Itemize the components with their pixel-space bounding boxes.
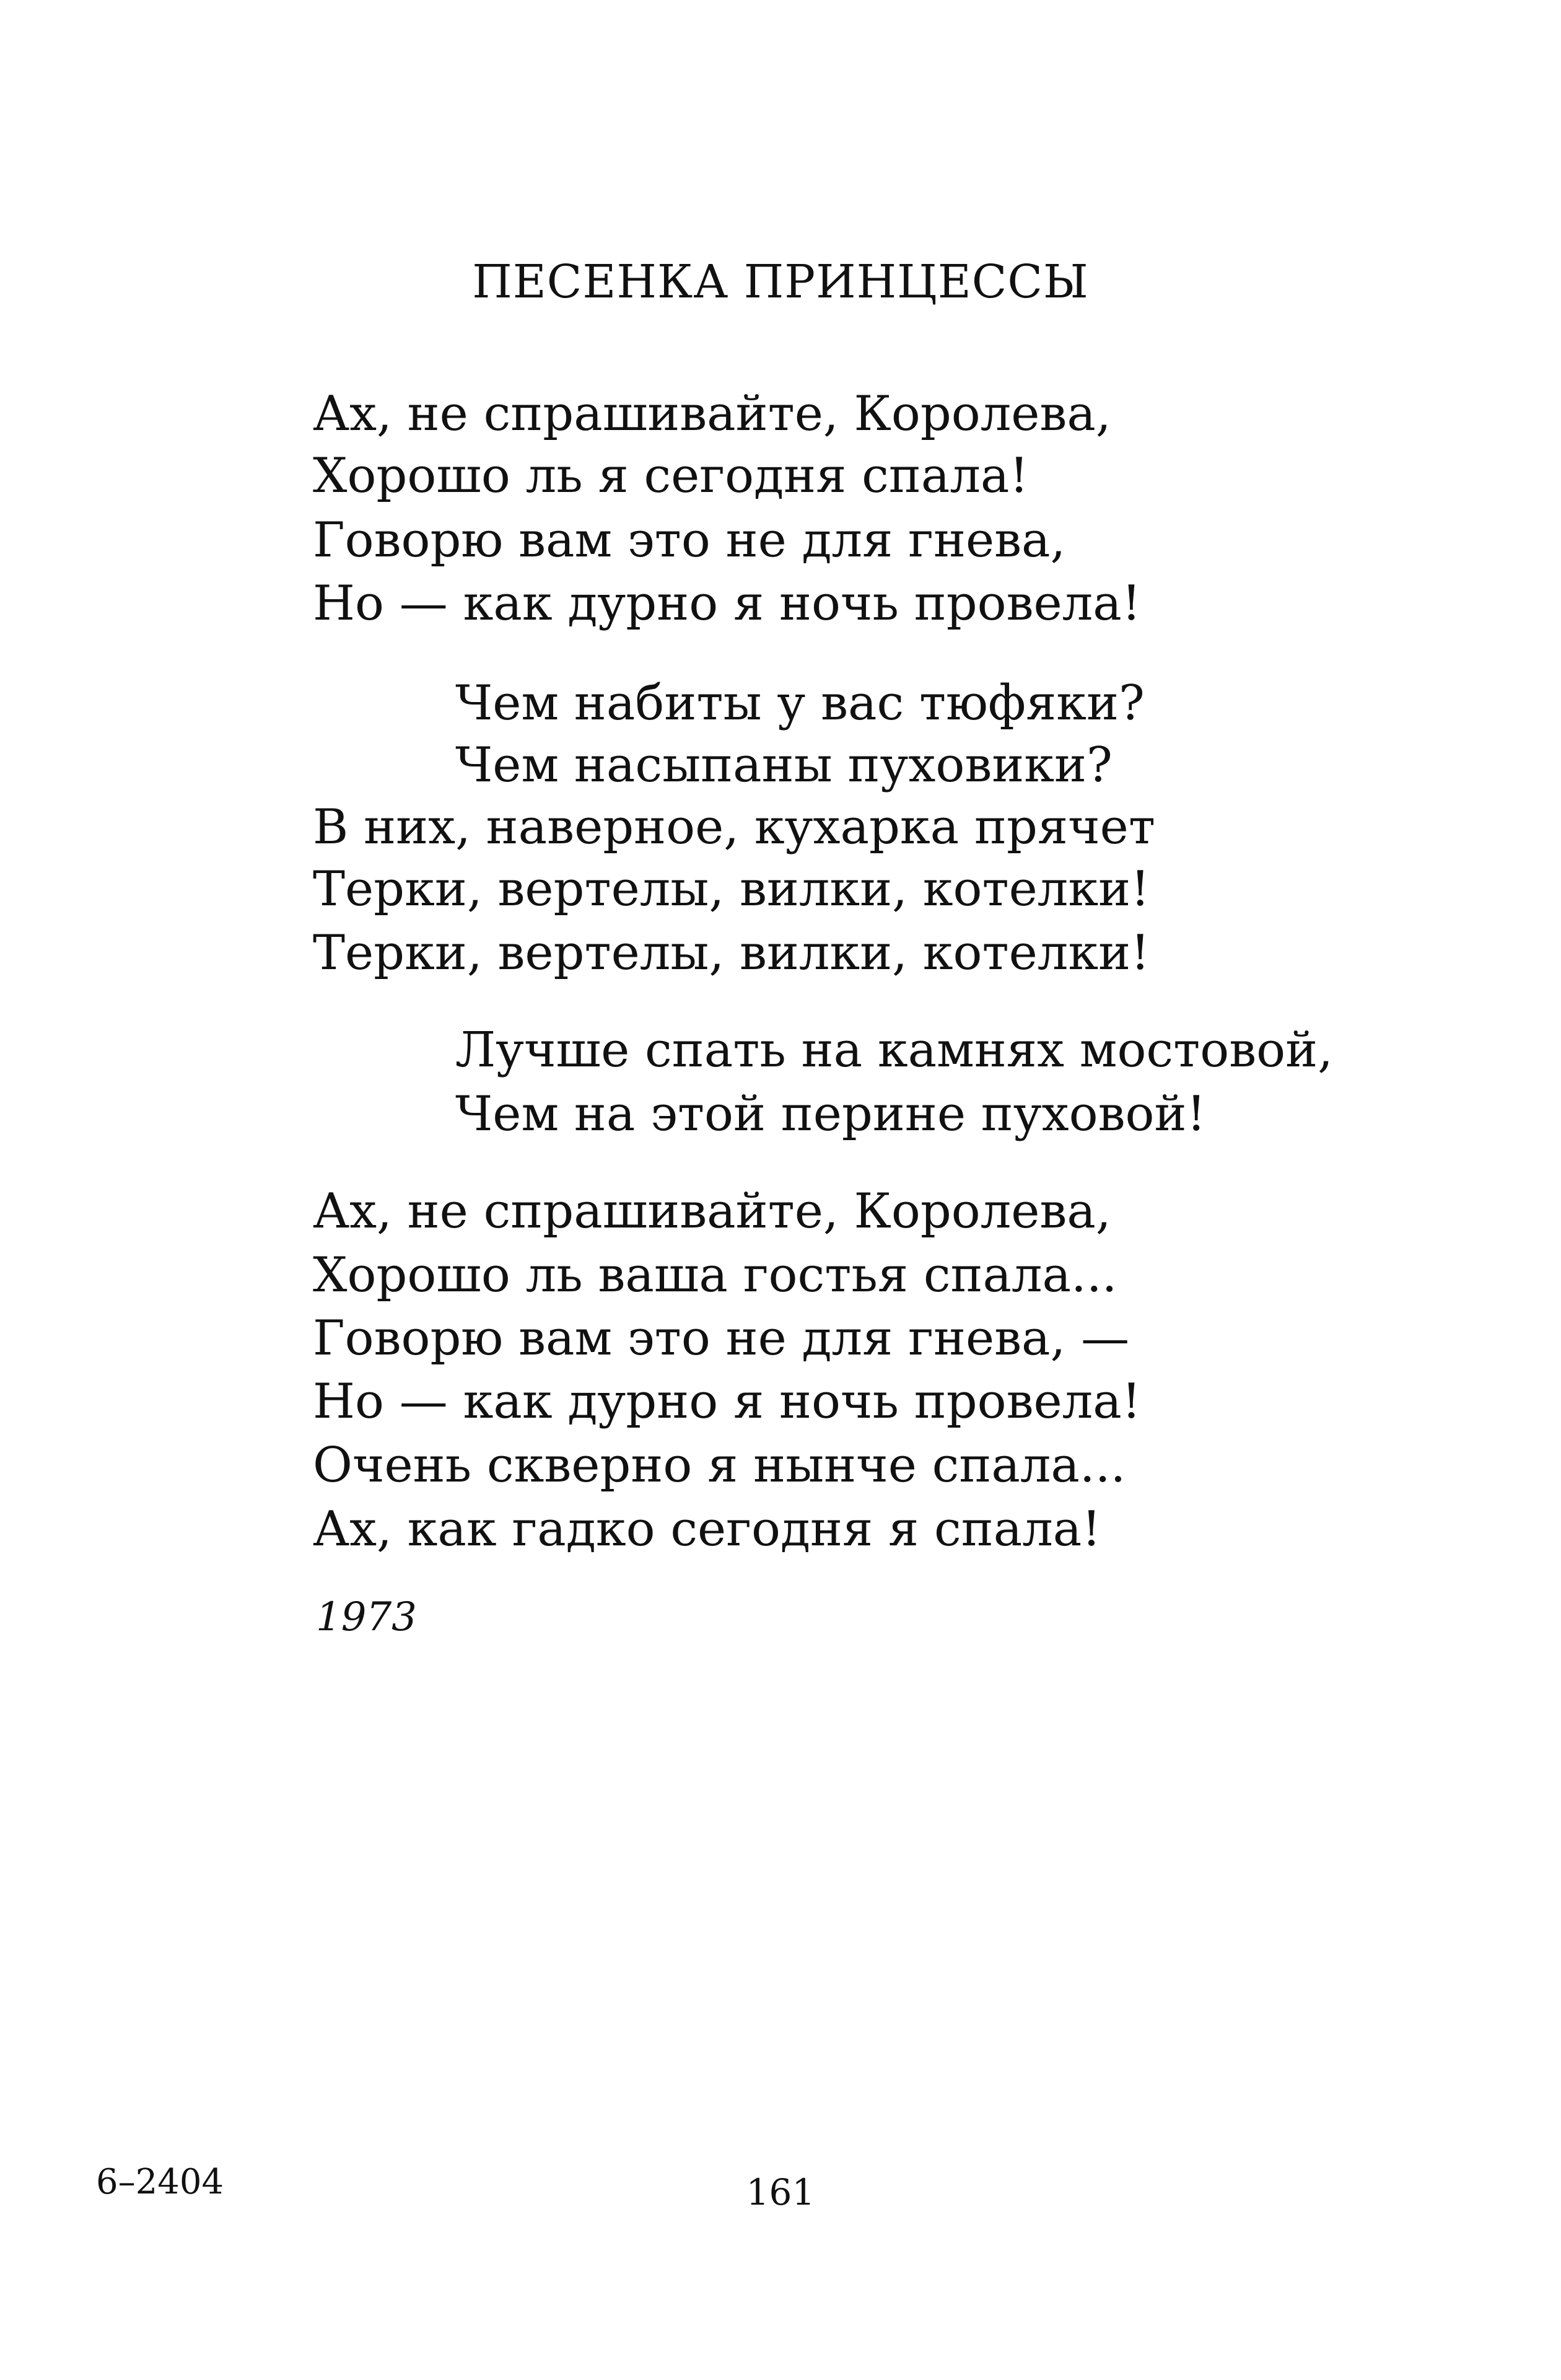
poem-line: В них, наверное, кухарка прячет	[313, 799, 1155, 855]
poem-line: Ах, не спрашивайте, Королева,	[313, 386, 1111, 442]
poem-line: Говорю вам это не для гнева,	[313, 512, 1066, 568]
page-number: 161	[746, 2171, 815, 2213]
poem-year: 1973	[316, 1594, 417, 1640]
poem-line: Очень скверно я нынче спала...	[313, 1438, 1126, 1493]
poem-line: Чем на этой перине пуховой!	[455, 1086, 1206, 1142]
poem-line: Ах, как гадко сегодня я спала!	[313, 1501, 1101, 1557]
poem-line: Чем насыпаны пуховики?	[455, 737, 1113, 793]
poem-line: Терки, вертелы, вилки, котелки!	[313, 925, 1150, 981]
poem-line: Чем набиты у вас тюфяки?	[455, 675, 1145, 731]
poem-line: Ах, не спрашивайте, Королева,	[313, 1183, 1111, 1239]
poem-line: Но — как дурно я ночь провела!	[313, 576, 1142, 631]
printer-signature-mark: 6–2404	[96, 2162, 224, 2202]
poem-line: Терки, вертелы, вилки, котелки!	[313, 861, 1150, 917]
poem-line: Говорю вам это не для гнева, —	[313, 1311, 1130, 1366]
poem-line: Но — как дурно я ночь провела!	[313, 1374, 1142, 1429]
poem-line: Хорошо ль я сегодня спала!	[313, 448, 1029, 504]
poem-line: Хорошо ль ваша гостья спала...	[313, 1247, 1117, 1303]
poem-title: ПЕСЕНКА ПРИНЦЕССЫ	[472, 255, 1089, 309]
poem-line: Лучше спать на камнях мостовой,	[455, 1022, 1333, 1078]
